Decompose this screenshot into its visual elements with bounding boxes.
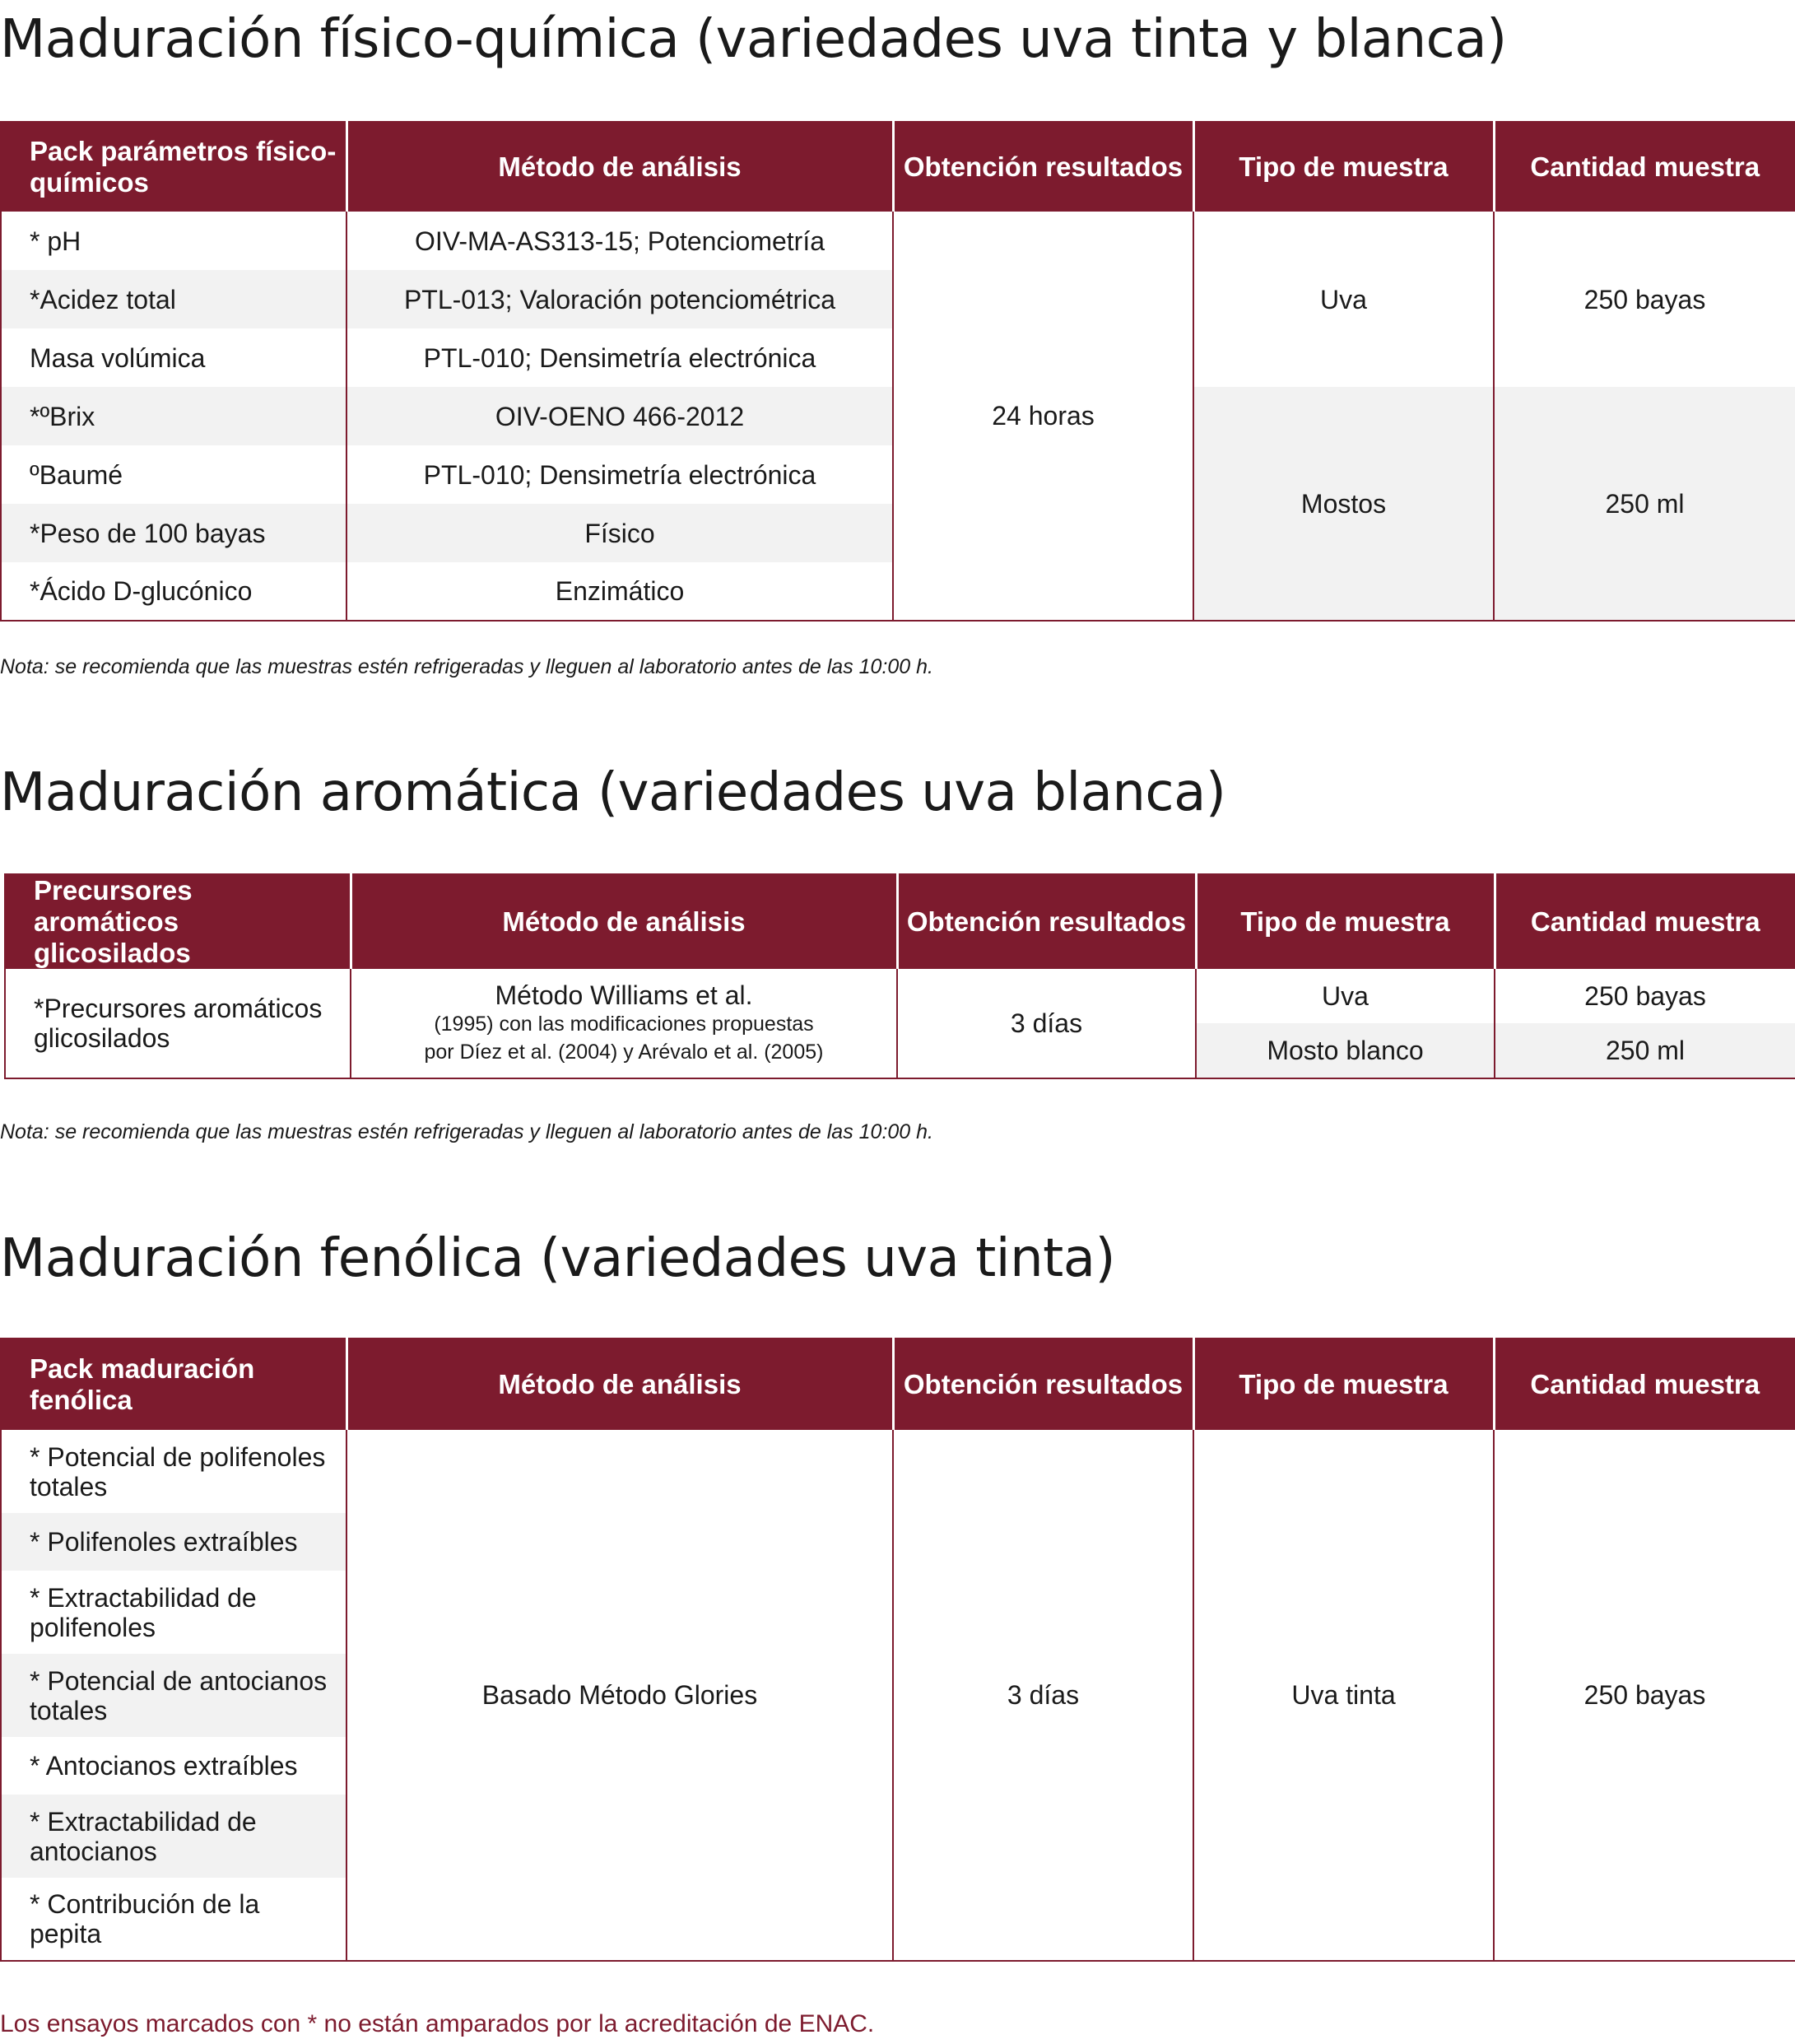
table-header-row [1,122,1795,212]
header-sample-amount: Cantidad muestra [1494,1339,1795,1430]
param-cell: * Extractabilidad de polifenoles [30,1582,257,1642]
section-title-aromatica: Maduración aromática (variedades uva blanca) [0,762,1226,823]
header-method: Método de análisis [346,1339,893,1430]
table-row [1,1430,1795,1513]
table-header-row [1,1339,1795,1430]
sample-type-cell: Uva [1196,969,1495,1023]
param-cell: * Potencial de antocianos totales [1,1654,346,1737]
header-pack: Pack maduración fenólica [1,1339,346,1430]
sample-amount-cell: 250 bayas [1494,212,1795,387]
method-cell: PTL-013; Valoración potenciométrica [346,270,893,328]
method-cell: Físico [346,504,893,562]
param-cell: ºBaumé [1,445,346,504]
header-sample-type: Tipo de muestra [1196,874,1495,969]
table-row [5,969,1795,1023]
param-cell: *Ácido D-glucónico [1,562,346,621]
results-time-cell: 3 días [893,1430,1193,1961]
method-cell: Enzimático [346,562,893,621]
results-time-cell: 24 horas [893,212,1193,621]
param-cell: * Contribución de la pepita [30,1889,260,1949]
method-cell: Basado Método Glories [346,1430,893,1961]
section-title-fisicoquimica: Maduración físico-química (variedades uva tinta y blanca) [0,9,1507,70]
header-results: Obtención resultados [893,1339,1193,1430]
header-sample-type: Tipo de muestra [1193,122,1494,212]
param-cell: * Polifenoles extraíbles [1,1513,346,1571]
param-cell: * Antocianos extraíbles [30,1751,298,1781]
sample-amount-cell: 250 ml [1494,387,1795,621]
table-fisicoquimica [0,121,1795,622]
sample-type-cell: Uva [1193,212,1494,387]
param-cell: * Extractabilidad de antocianos [1,1795,346,1878]
note-aromatica: Nota: se recomienda que las muestras estén refrigeradas y lleguen al laboratorio antes de las 10:00 h. [0,1120,933,1143]
sample-amount-cell: 250 ml [1495,1023,1795,1078]
header-results: Obtención resultados [897,874,1196,969]
enac-footnote: Los ensayos marcados con * no están amparados por la acreditación de ENAC. [0,2010,875,2037]
header-sample-amount: Cantidad muestra [1494,122,1795,212]
method-cell: OIV-MA-AS313-15; Potenciometría [346,212,893,270]
param-cell: *Acidez total [1,270,346,328]
param-cell: Masa volúmica [1,328,346,387]
header-pack: Pack parámetros físico-químicos [1,122,346,212]
param-cell: *Precursores aromáticos glicosilados [5,969,351,1078]
param-cell: * Potencial de polifenoles totales [1,1430,346,1513]
header-method: Método de análisis [346,122,893,212]
section-title-fenolica: Maduración fenólica (variedades uva tinta) [0,1228,1115,1289]
sample-type-cell: Uva tinta [1193,1430,1494,1961]
table-header-row [5,874,1795,969]
method-cell: PTL-010; Densimetría electrónica [346,328,893,387]
table-row [1,212,1795,270]
note-fisicoquimica: Nota: se recomienda que las muestras estén refrigeradas y lleguen al laboratorio antes de las 10:00 h. [0,655,933,678]
param-cell: * pH [1,212,346,270]
sample-type-cell: Mostos [1193,387,1494,621]
sample-type-cell: Mosto blanco [1196,1023,1495,1078]
sample-amount-cell: 250 bayas [1495,969,1795,1023]
header-results: Obtención resultados [893,122,1193,212]
results-time-cell: 3 días [897,969,1196,1078]
method-cell: PTL-010; Densimetría electrónica [346,445,893,504]
method-cell: OIV-OENO 466-2012 [346,387,893,445]
method-detail: por Díez et al. (2004) y Arévalo et al. (2005) [424,1041,824,1064]
sample-amount-cell: 250 bayas [1494,1430,1795,1961]
header-method: Método de análisis [351,874,897,969]
param-cell: *ºBrix [1,387,346,445]
method-main: Método Williams et al. [495,980,753,1010]
header-sample-amount: Cantidad muestra [1495,874,1795,969]
method-detail: (1995) con las modificaciones propuestas [434,1013,814,1036]
header-sample-type: Tipo de muestra [1193,1339,1494,1430]
table-fenolica [0,1338,1795,1962]
header-precursors: Precursores aromáticos glicosilados [5,874,351,969]
table-aromatica [4,873,1795,1079]
param-cell: *Peso de 100 bayas [1,504,346,562]
method-cell [351,969,897,1078]
